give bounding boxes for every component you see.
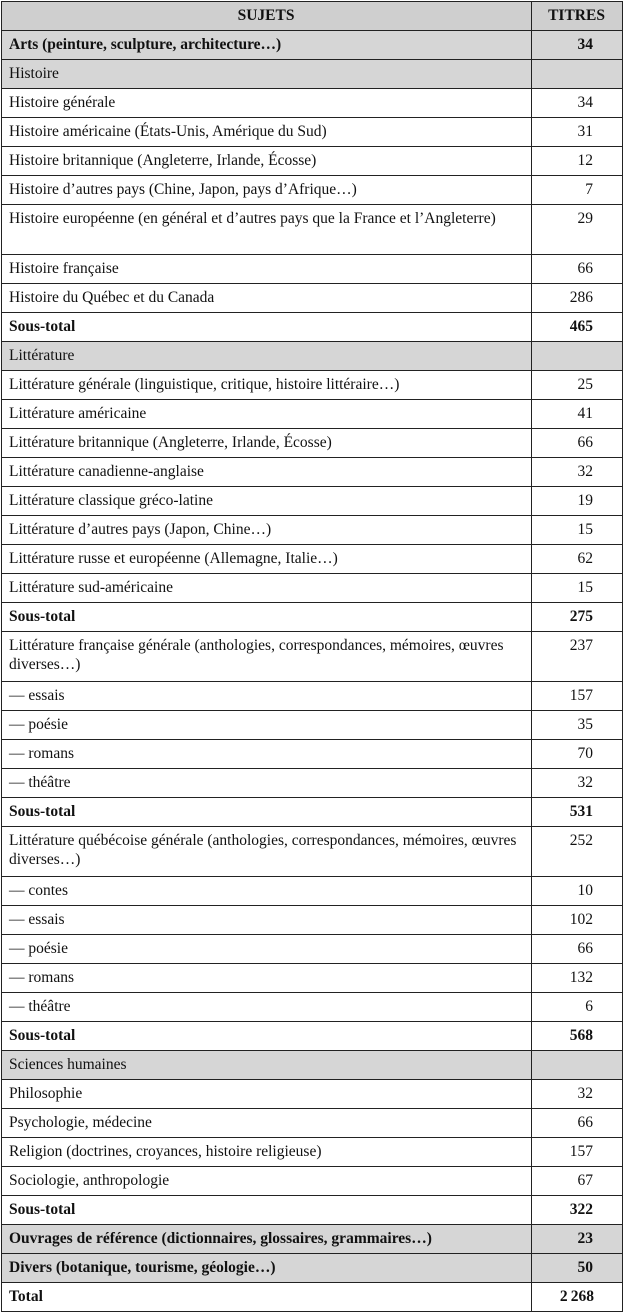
subject-cell: Histoire française (2, 255, 532, 284)
table-row (2, 1254, 623, 1283)
table-row (2, 1138, 623, 1167)
subject-cell: Total (2, 1283, 532, 1312)
titles-cell: 50 (532, 1254, 623, 1283)
table-row (2, 147, 623, 176)
subject-cell: — romans (2, 964, 532, 993)
subject-cell: — poésie (2, 935, 532, 964)
subject-cell: Arts (peinture, sculpture, architecture…) (2, 31, 532, 60)
subject-cell: Littérature sud-américaine (2, 574, 532, 603)
titles-cell: 32 (532, 1080, 623, 1109)
table-row (2, 313, 623, 342)
subject-cell: Sous-total (2, 1196, 532, 1225)
subject-cell: Histoire d’autres pays (Chine, Japon, pays d’Afrique…) (2, 176, 532, 205)
titles-cell: 66 (532, 935, 623, 964)
table-row (2, 458, 623, 487)
subject-cell: Sociologie, anthropologie (2, 1167, 532, 1196)
table-row (2, 545, 623, 574)
titles-cell: 7 (532, 176, 623, 205)
table-row (2, 935, 623, 964)
table-row (2, 487, 623, 516)
table-row (2, 1167, 623, 1196)
titles-cell: 568 (532, 1022, 623, 1051)
titles-cell: 157 (532, 1138, 623, 1167)
subject-cell: Sous-total (2, 1022, 532, 1051)
titles-cell: 62 (532, 545, 623, 574)
table-row (2, 31, 623, 60)
titles-cell: 67 (532, 1167, 623, 1196)
subject-cell: — théâtre (2, 769, 532, 798)
subject-cell: Histoire britannique (Angleterre, Irlande, Écosse) (2, 147, 532, 176)
table-row (2, 118, 623, 147)
subject-cell: — poésie (2, 711, 532, 740)
titles-cell: 31 (532, 118, 623, 147)
table-row (2, 1283, 623, 1312)
table-row (2, 964, 623, 993)
table-row (2, 769, 623, 798)
subject-cell: Sous-total (2, 313, 532, 342)
subject-cell: — romans (2, 740, 532, 769)
table-row (2, 877, 623, 906)
subject-cell: Sciences humaines (2, 1051, 532, 1080)
table-row (2, 1022, 623, 1051)
subject-cell: Littérature britannique (Angleterre, Irlande, Écosse) (2, 429, 532, 458)
titles-cell: 465 (532, 313, 623, 342)
titles-cell: 29 (532, 205, 623, 255)
subject-cell: Littérature (2, 342, 532, 371)
titles-cell: 66 (532, 1109, 623, 1138)
titles-cell: 34 (532, 31, 623, 60)
titles-cell (532, 1051, 623, 1080)
titles-cell: 70 (532, 740, 623, 769)
titles-cell: 531 (532, 798, 623, 827)
table-row (2, 255, 623, 284)
titles-cell: 19 (532, 487, 623, 516)
table-row (2, 827, 623, 877)
titles-cell: 6 (532, 993, 623, 1022)
table-row (2, 176, 623, 205)
table-row (2, 342, 623, 371)
table-row (2, 371, 623, 400)
header-subjects: SUJETS (2, 2, 532, 31)
table-row (2, 205, 623, 255)
subject-cell: Psychologie, médecine (2, 1109, 532, 1138)
titles-cell: 10 (532, 877, 623, 906)
subject-cell: Religion (doctrines, croyances, histoire religieuse) (2, 1138, 532, 1167)
subject-cell: Histoire du Québec et du Canada (2, 284, 532, 313)
subject-cell: Divers (botanique, tourisme, géologie…) (2, 1254, 532, 1283)
subject-cell: Littérature générale (linguistique, critique, histoire littéraire…) (2, 371, 532, 400)
table-row (2, 1051, 623, 1080)
titles-cell (532, 60, 623, 89)
table-row (2, 429, 623, 458)
titles-cell: 12 (532, 147, 623, 176)
table-row (2, 711, 623, 740)
subject-cell: Littérature classique gréco-latine (2, 487, 532, 516)
table-row (2, 798, 623, 827)
subject-cell: Philosophie (2, 1080, 532, 1109)
subject-cell: Ouvrages de référence (dictionnaires, glossaires, grammaires…) (2, 1225, 532, 1254)
subject-cell: Littérature canadienne-anglaise (2, 458, 532, 487)
titles-cell: 34 (532, 89, 623, 118)
table-row (2, 400, 623, 429)
titles-cell: 252 (532, 827, 623, 877)
subject-cell: Histoire américaine (États-Unis, Amérique du Sud) (2, 118, 532, 147)
subjects-table (1, 1, 623, 1312)
subject-cell: Histoire générale (2, 89, 532, 118)
subject-cell: — essais (2, 682, 532, 711)
titles-cell: 15 (532, 516, 623, 545)
table-row (2, 1109, 623, 1138)
subject-cell: Histoire européenne (en général et d’autres pays que la France et l’Angleterre) (2, 205, 532, 255)
table-row (2, 1225, 623, 1254)
titles-cell: 102 (532, 906, 623, 935)
titles-cell: 32 (532, 769, 623, 798)
titles-cell: 15 (532, 574, 623, 603)
header-titles: TITRES (532, 2, 623, 31)
table-row (2, 60, 623, 89)
titles-cell: 286 (532, 284, 623, 313)
subject-cell: Littérature d’autres pays (Japon, Chine…) (2, 516, 532, 545)
titles-cell: 32 (532, 458, 623, 487)
titles-cell: 237 (532, 632, 623, 682)
subject-cell: Littérature française générale (anthologies, correspondances, mémoires, œuvres diverses…) (2, 632, 532, 682)
titles-cell: 35 (532, 711, 623, 740)
titles-cell: 41 (532, 400, 623, 429)
titles-cell: 66 (532, 429, 623, 458)
table-row (2, 1196, 623, 1225)
titles-cell (532, 342, 623, 371)
table-row (2, 603, 623, 632)
titles-cell: 23 (532, 1225, 623, 1254)
titles-cell: 132 (532, 964, 623, 993)
subject-cell: Littérature américaine (2, 400, 532, 429)
table-row (2, 516, 623, 545)
table-row (2, 1080, 623, 1109)
table-row (2, 682, 623, 711)
table-row (2, 284, 623, 313)
subject-cell: — essais (2, 906, 532, 935)
subject-cell: Sous-total (2, 798, 532, 827)
table-row (2, 740, 623, 769)
table-row (2, 574, 623, 603)
subject-cell: — théâtre (2, 993, 532, 1022)
subject-cell: Histoire (2, 60, 532, 89)
table-header-row (2, 2, 623, 31)
table-row (2, 632, 623, 682)
subject-cell: Littérature québécoise générale (anthologies, correspondances, mémoires, œuvres diverses…) (2, 827, 532, 877)
titles-cell: 322 (532, 1196, 623, 1225)
table-row (2, 89, 623, 118)
subject-cell: Sous-total (2, 603, 532, 632)
titles-cell: 25 (532, 371, 623, 400)
subject-cell: — contes (2, 877, 532, 906)
table-row (2, 906, 623, 935)
titles-cell: 66 (532, 255, 623, 284)
titles-cell: 275 (532, 603, 623, 632)
titles-cell: 2 268 (532, 1283, 623, 1312)
table-row (2, 993, 623, 1022)
titles-cell: 157 (532, 682, 623, 711)
table-body (2, 31, 623, 1312)
subject-cell: Littérature russe et européenne (Allemagne, Italie…) (2, 545, 532, 574)
